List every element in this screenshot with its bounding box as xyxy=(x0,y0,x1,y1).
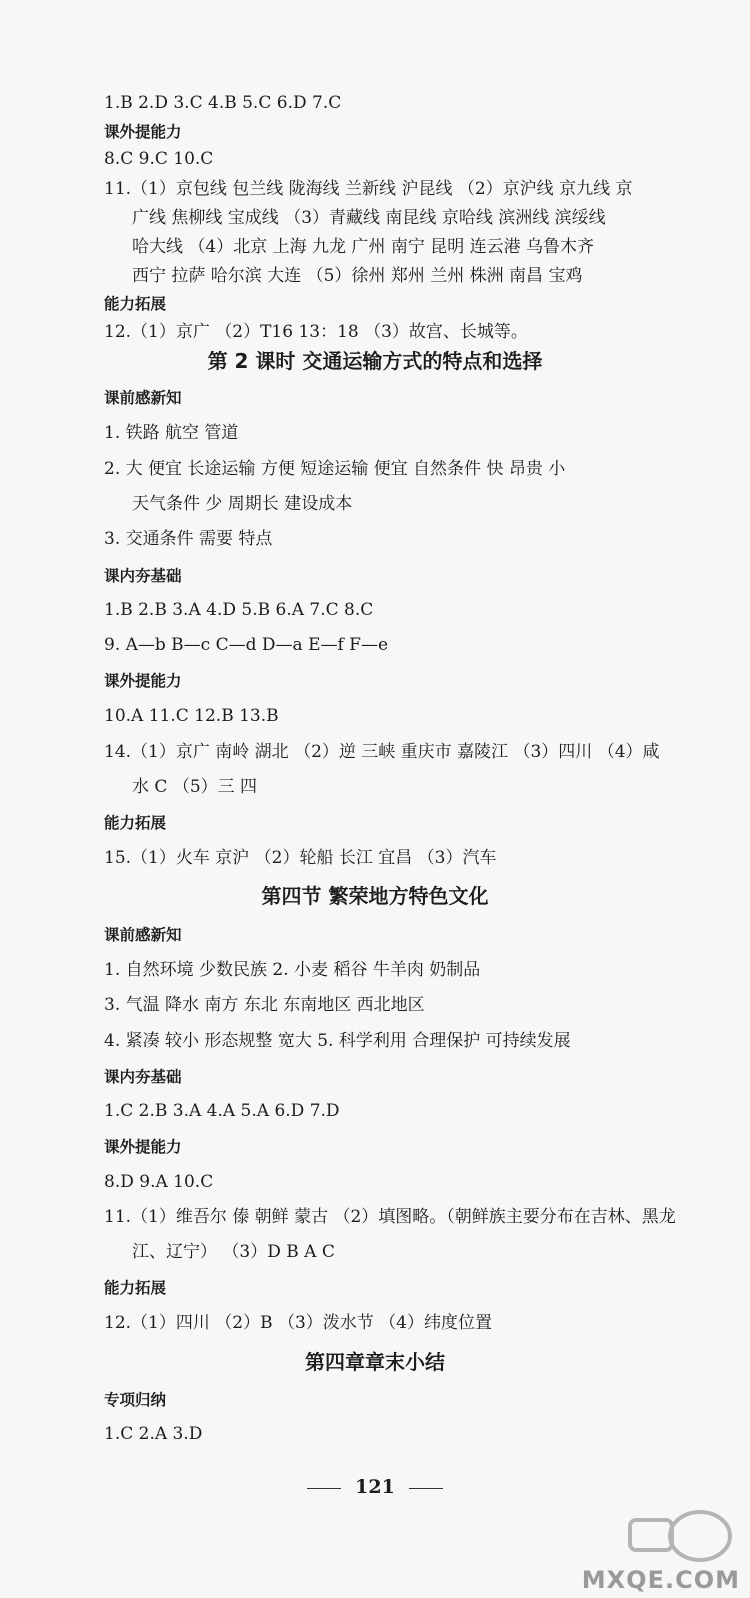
answer-line: 12.（1）京广 （2）T16 13：18 （3）故宫、长城等。 xyxy=(104,322,528,342)
section-heading: 课前感新知 xyxy=(104,389,182,407)
answer-line: 1.B 2.B 3.A 4.D 5.B 6.A 7.C 8.C xyxy=(104,600,374,620)
page-number-dash-right xyxy=(409,1488,443,1489)
page-number xyxy=(0,1476,750,1498)
section-heading: 能力拓展 xyxy=(104,295,167,313)
answer-line: 2. 大 便宜 长途运输 方便 短途运输 便宜 自然条件 快 昂贵 小 xyxy=(104,459,566,479)
section-heading: 课外提能力 xyxy=(104,672,182,690)
answer-line: 西宁 拉萨 哈尔滨 大连 （5）徐州 郑州 兰州 株洲 南昌 宝鸡 xyxy=(132,266,583,286)
answer-line: 3. 气温 降水 南方 东北 东南地区 西北地区 xyxy=(104,995,425,1015)
answer-line: 1.B 2.D 3.C 4.B 5.C 6.D 7.C xyxy=(104,93,342,113)
answer-line: 4. 紧凑 较小 形态规整 宽大 5. 科学利用 合理保护 可持续发展 xyxy=(104,1031,571,1051)
section-heading: 课外提能力 xyxy=(104,1138,182,1156)
answer-line: 1. 铁路 航空 管道 xyxy=(104,423,239,443)
answer-line: 1. 自然环境 少数民族 2. 小麦 稻谷 牛羊肉 奶制品 xyxy=(104,960,481,980)
answer-line: 12.（1）四川 （2）B （3）泼水节 （4）纬度位置 xyxy=(104,1313,493,1333)
answer-line: 江、辽宁） （3）D B A C xyxy=(132,1242,335,1262)
answer-line: 8.D 9.A 10.C xyxy=(104,1172,214,1192)
page-number-dash-left xyxy=(307,1488,341,1489)
watermark-text: MXQE.COM xyxy=(581,1566,740,1594)
section-heading: 课内夯基础 xyxy=(104,1068,182,1086)
answer-line: 哈大线 （4）北京 上海 九龙 广州 南宁 昆明 连云港 乌鲁木齐 xyxy=(132,237,595,257)
section-heading: 课内夯基础 xyxy=(104,567,182,585)
chapter-summary-title: 第四章章末小结 xyxy=(305,1350,445,1374)
section-heading: 专项归纳 xyxy=(104,1391,167,1409)
answer-line: 9. A—b B—c C—d D—a E—f F—e xyxy=(104,635,389,655)
answer-line: 水 C （5）三 四 xyxy=(132,777,258,797)
answer-line: 1.C 2.A 3.D xyxy=(104,1424,203,1444)
answer-line: 3. 交通条件 需要 特点 xyxy=(104,529,273,549)
section-title: 第四节 繁荣地方特色文化 xyxy=(261,884,489,908)
answer-line: 10.A 11.C 12.B 13.B xyxy=(104,706,279,726)
section-heading: 能力拓展 xyxy=(104,1279,167,1297)
answer-line: 14.（1）京广 南岭 湖北 （2）逆 三峡 重庆市 嘉陵江 （3）四川 （4）咸 xyxy=(104,742,660,762)
lesson-title: 第 2 课时 交通运输方式的特点和选择 xyxy=(207,349,543,373)
answer-line: 11.（1）京包线 包兰线 陇海线 兰新线 沪昆线 （2）京沪线 京九线 京 xyxy=(104,179,633,199)
answer-line: 8.C 9.C 10.C xyxy=(104,149,214,169)
section-heading: 课前感新知 xyxy=(104,926,182,944)
answer-line: 15.（1）火车 京沪 （2）轮船 长江 宜昌 （3）汽车 xyxy=(104,848,497,868)
answer-line: 天气条件 少 周期长 建设成本 xyxy=(132,494,353,514)
answer-line: 广线 焦柳线 宝成线 （3）青藏线 南昆线 京哈线 滨洲线 滨绥线 xyxy=(132,208,606,228)
answer-line: 1.C 2.B 3.A 4.A 5.A 6.D 7.D xyxy=(104,1101,340,1121)
page-number-value: 121 xyxy=(355,1476,395,1498)
answer-line: 11.（1）维吾尔 傣 朝鲜 蒙古 （2）填图略。（朝鲜族主要分布在吉林、黑龙 xyxy=(104,1207,676,1227)
section-heading: 课外提能力 xyxy=(104,123,182,141)
section-heading: 能力拓展 xyxy=(104,814,167,832)
